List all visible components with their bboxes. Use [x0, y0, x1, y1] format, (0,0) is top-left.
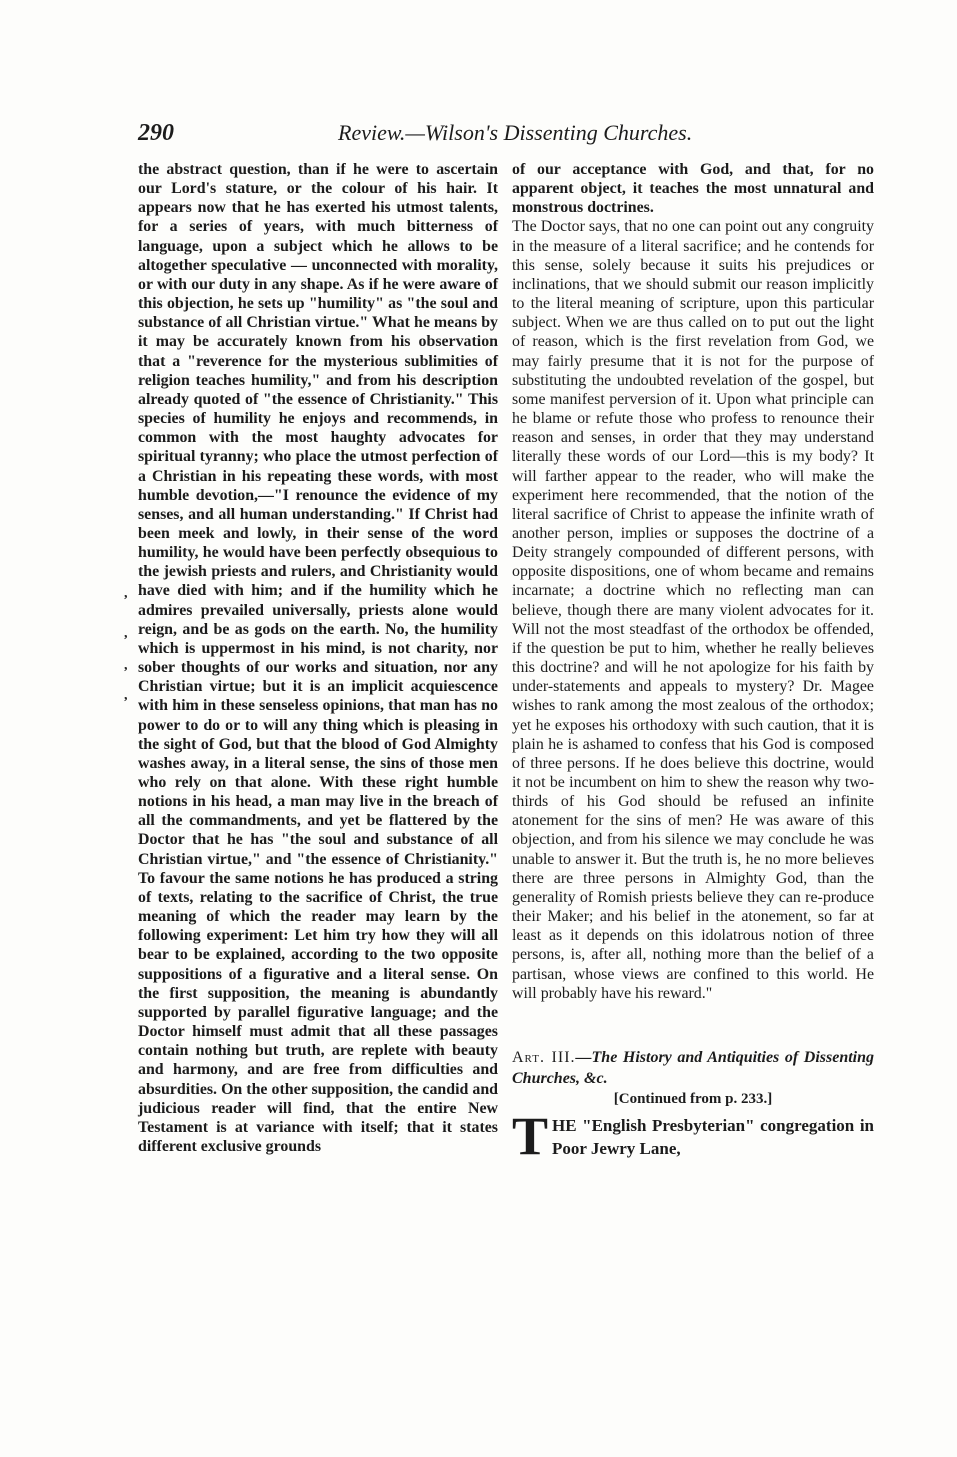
- margin-comma-mark: ,: [124, 626, 128, 641]
- left-column: [138, 160, 498, 1156]
- left-column-text: the abstract question, than if he were to ascertain our Lord's stature, or the colour of his hair. It appears now that he has exerted his utmost talents, for a series of years, with much bitterness of language, upon a subject which he allows to be altogether speculative — unconnected with morality, or with our duty in any shape. As if he were aware of this objection, he sets up "humility" as "the soul and substance of all Christian virtue." What he means by it may be accurately known from his observation that a "reverence for the mysterious sublimities of religion teaches humility," and from his description already quoted of "the essence of Christianity." This species of humility he enjoys and recommends, in common with the most haughty advocates for spiritual tyranny; who place the utmost perfection of a Christian in his repeating these words, with most humble devotion,—"I renounce the evidence of my senses, and all human understanding." If Christ had been meek and lowly, in their sense of the word humility, he would have been perfectly obsequious to the jewish priests and rulers, and Christianity would have died with him; and if the humility which he admires prevailed universally, priests alone would reign, and be as gods on the earth. No, the humility which is uppermost in his mind, is not charity, nor sober thoughts of our works and situation, nor any Christian virtue; but it is an implicit acquiescence with him in these senseless opinions, that man has no power to do or to will any thing which is pleasing in the sight of God, but that the blood of God Almighty washes away, in a literal sense, the sins of those men who rely on that alone. With these right humble notions in his head, a man may live in the breach of all the commandments, and yet be flattered by the Doctor that he has "the soul and substance of all Christian virtue," and "the essence of Christianity." To favour the same notions he has produced a string of texts, relating to the sacrifice of Christ, the true meaning of which the reader may learn by the following experiment: Let him try how they will all bear to be explained, according to the two opposite suppositions of a figurative and a literal sense. On the first supposition, the meaning is abundantly supported by parallel figurative language; and the Doctor himself must admit that all these passages contain nothing but truth, are replete with beauty and harmony, and are free from difficulties and absurdities. On the other supposition, the candid and judicious reader will find, that the entire New Testament is at variance with itself; that it states different exclusive grounds: [138, 161, 498, 1155]
- margin-comma-mark: ,: [124, 586, 128, 601]
- margin-comma-mark: ,: [124, 658, 128, 673]
- article-opening: [512, 1105, 874, 1166]
- page-header: [138, 120, 898, 150]
- article-title: —The History and Antiquities of Dissenting Churches, &c.: [512, 1048, 875, 1087]
- article-heading: [512, 1047, 874, 1089]
- continued-note: [Continued from p. 233.]: [613, 1090, 773, 1107]
- article-opening-text: HE "English Presbyterian" congregation in Poor Jewry Lane,: [552, 1115, 874, 1158]
- article-label: Art. III.: [512, 1048, 576, 1066]
- margin-comma-mark: ,: [124, 688, 128, 703]
- article-block: [512, 1047, 875, 1166]
- right-column: [512, 160, 875, 1166]
- page-number: 290: [138, 120, 174, 146]
- right-column-text-top: of our acceptance with God, and that, for no apparent object, it teaches the most unnatural and monstrous doctrines.: [512, 161, 874, 217]
- right-column-text-body: The Doctor says, that no one can point out any congruity in the measure of a literal sacrifice; and he contends for this sense, solely because it suits his prejudices or inclinations, that we should submit our reason implicitly to the literal meaning of scripture, upon this particular subject. When we are thus called on to put out the light of reason, which is the first revelation from God, we may fairly presume that it is not for the purpose of substituting the undoubted revelation of the gospel, but some manifest perversion of it. Upon what principle can he blame or refute those who profess to renounce their reason and senses, in order that they may understand literally these words of our Lord—this is my body? It will farther appear to the reader, who will make the experiment here recommended, that the notion of the literal sacrifice of Christ to appease the infinite wrath of another person, implies or supposes the doctrine of a Deity strangely compounded of different persons, with opposite dispositions, one of whom became and remains incarnate; a doctrine which no reflecting man can believe, though there are many violent advocates for it. Will not the most steadfast of the orthodox be offended, if the question be put to him, whether he really believes this doctrine? and will he not apologize for his faith by under-statements and appeals to mystery? Dr. Magee wishes to rank among the most zealous of the orthodox; yet he exposes his orthodoxy with such caution, that it is plain he is ashamed to confess that his God is composed of three persons. If he does believe this doctrine, would it not be incumbent on him to shew the reason why two-thirds of his God should be refused an infinite atonement for the sins of men? He was aware of this objection, and from his silence we may conclude he was unable to answer it. But the truth is, he no more believes there are three persons in Almighty God, than the generality of Romish priests believe they can re-produce their Maker; and his belief in the atonement, so far at least as it depends on this idolatrous notion of three persons, is, after all, nothing more than the belief of a partisan, whose views are confined to this world. He will probably have his reward.": [512, 218, 874, 1002]
- running-title: Review.—Wilson's Dissenting Churches.: [338, 120, 693, 145]
- drop-cap: T: [512, 1105, 549, 1166]
